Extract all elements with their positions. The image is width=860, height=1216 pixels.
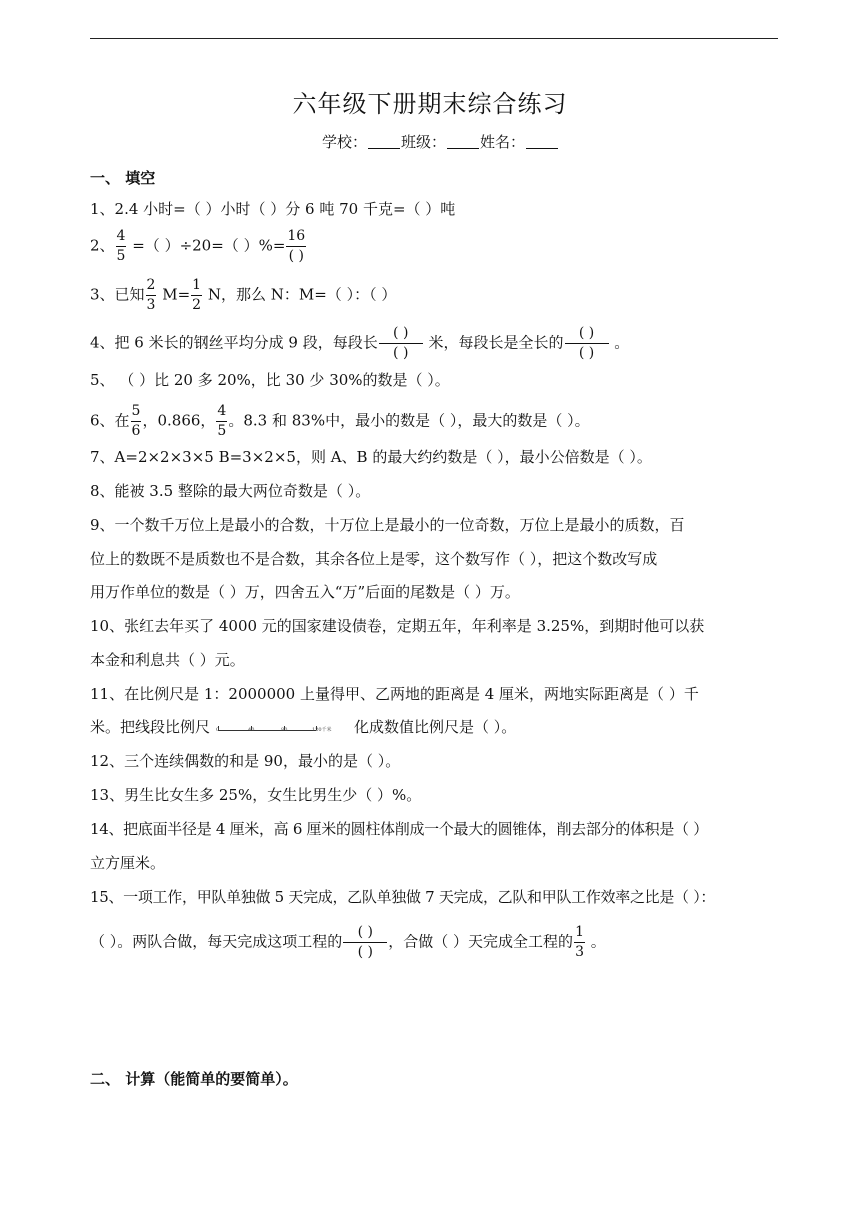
q3-text: N，那么 N：M=（ ）：（ ） [203, 285, 397, 304]
frac-den: 5 [217, 423, 227, 439]
q15-text: 。 [585, 932, 606, 951]
question-4 [90, 326, 780, 361]
line-scale-bar [216, 720, 332, 736]
scale-label: 40 [248, 727, 255, 733]
page-title: 六年级下册期末综合练习 [292, 90, 568, 118]
frac-den: 5 [116, 248, 126, 264]
scale-line [218, 730, 316, 731]
q6-text: 6、在 [90, 411, 130, 430]
frac-num: 4 [216, 404, 227, 422]
name-blank[interactable] [526, 134, 558, 149]
fraction-4-5 [216, 404, 227, 439]
school-blank[interactable] [368, 134, 400, 149]
question-12: 12、三个连续偶数的和是 90，最小的是（ ）。 [90, 752, 401, 770]
frac-num: 2 [146, 278, 157, 296]
question-14-line2: 立方厘米。 [90, 854, 166, 872]
q15-text: （ ）。两队合做，每天完成这项工程的 [90, 932, 343, 951]
q3-text: 3、已知 [90, 285, 145, 304]
frac-num: 16 [286, 229, 306, 247]
q6-text: ，0.866， [142, 411, 216, 430]
frac-num: 4 [116, 229, 127, 247]
question-10-line2: 本金和利息共（ ）元。 [90, 651, 245, 669]
question-1: 1、2.4 小时=（ ）小时（ ）分 6 吨 70 千克=（ ）吨 [90, 200, 456, 218]
frac-num: ( ) [565, 326, 609, 344]
frac-den: 3 [575, 944, 584, 960]
frac-num: 5 [131, 404, 142, 422]
fraction-5-6 [131, 404, 142, 439]
q11-text: 米。把线段比例尺 [90, 718, 211, 736]
q2-text: =（ ）÷20=（ ）%= [127, 236, 286, 255]
question-3 [90, 278, 780, 313]
q4-text: 4、把 6 米长的钢丝平均分成 9 段，每段长 [90, 333, 378, 352]
fraction-2-3 [146, 278, 157, 313]
question-9-line3: 用万作单位的数是（ ）万，四舍五入“万”后面的尾数是（ ）万。 [90, 583, 520, 601]
question-10-line1: 10、张红去年买了 4000 元的国家建设债卷，定期五年，年利率是 3.25%，到期时他可以获 [90, 617, 705, 635]
q4-text: 。 [609, 333, 630, 352]
fraction-blank[interactable] [565, 326, 609, 361]
fraction-blank[interactable] [379, 326, 423, 361]
frac-den: 2 [192, 297, 202, 313]
question-9-line1: 9、一个数千万位上是最小的合数，十万位上是最小的一位奇数，万位上是最小的质数，百 [90, 516, 685, 534]
q3-text: M= [157, 285, 191, 304]
scale-label: 120千米 [312, 727, 332, 733]
question-7: 7、A=2×2×3×5 B=3×2×5，则 A、B 的最大约约数是（ ），最小公倍数是（ ）。 [90, 448, 652, 466]
fraction-16 [286, 229, 306, 264]
question-11-line1: 11、在比例尺是 1：2000000 上量得甲、乙两地的距离是 4 厘米，两地实际距离是（ ）千 [90, 685, 699, 703]
scale-label: 80 [281, 727, 288, 733]
question-9-line2: 位上的数既不是质数也不是合数，其余各位上是零，这个数写作（ ），把这个数改写成 [90, 550, 658, 568]
name-label: 姓名： [480, 133, 526, 151]
q4-text: 米，每段长是全长的 [423, 333, 564, 352]
frac-den: 3 [146, 297, 156, 313]
q11-text: 化成数值比例尺是（ ）。 [354, 718, 517, 736]
class-label: 班级： [401, 133, 447, 151]
section-calculation: 二、 计算（能简单的要简单）。 [90, 1070, 298, 1088]
question-14-line1: 14、把底面半径是 4 厘米，高 6 厘米的圆柱体削成一个最大的圆锥体，削去部分的体积是（ ） [90, 820, 708, 838]
frac-num: ( ) [343, 925, 387, 943]
q6-text: 。8.3 和 83%中，最小的数是（ ），最大的数是（ ）。 [228, 411, 590, 430]
frac-num: ( ) [379, 326, 423, 344]
fraction-1-2 [191, 278, 202, 313]
frac-den: ( ) [393, 345, 409, 361]
fraction-4-5 [116, 229, 127, 264]
question-11-line2 [90, 717, 780, 737]
fraction-1-3 [574, 925, 585, 960]
header-rule [90, 38, 778, 39]
q2-num: 2、 [90, 236, 115, 255]
section-fill-blank: 一、 填空 [90, 169, 156, 187]
school-label: 学校： [322, 133, 368, 151]
scale-label: 0 [216, 727, 220, 733]
frac-den: 6 [131, 423, 141, 439]
question-13: 13、男生比女生多 25%，女生比男生少（ ）%。 [90, 786, 422, 804]
q15-text: ，合做（ ）天完成全工程的 [388, 932, 574, 951]
question-15-line2 [90, 925, 780, 960]
question-15-line1: 15、一项工作，甲队单独做 5 天完成，乙队单独做 7 天完成，乙队和甲队工作效率之比是（ ）： [90, 888, 716, 906]
student-info [322, 131, 559, 152]
question-2 [90, 229, 780, 264]
frac-num: 1 [574, 925, 585, 943]
class-blank[interactable] [447, 134, 479, 149]
frac-den: ( ) [288, 248, 304, 264]
question-8: 8、能被 3.5 整除的最大两位奇数是（ ）。 [90, 482, 371, 500]
frac-den: ( ) [578, 345, 595, 361]
question-6 [90, 404, 780, 439]
fraction-blank[interactable] [343, 925, 387, 960]
frac-den: ( ) [357, 944, 373, 960]
question-5: 5、 （ ）比 20 多 20%，比 30 少 30%的数是（ ）。 [90, 371, 450, 389]
frac-num: 1 [191, 278, 202, 296]
